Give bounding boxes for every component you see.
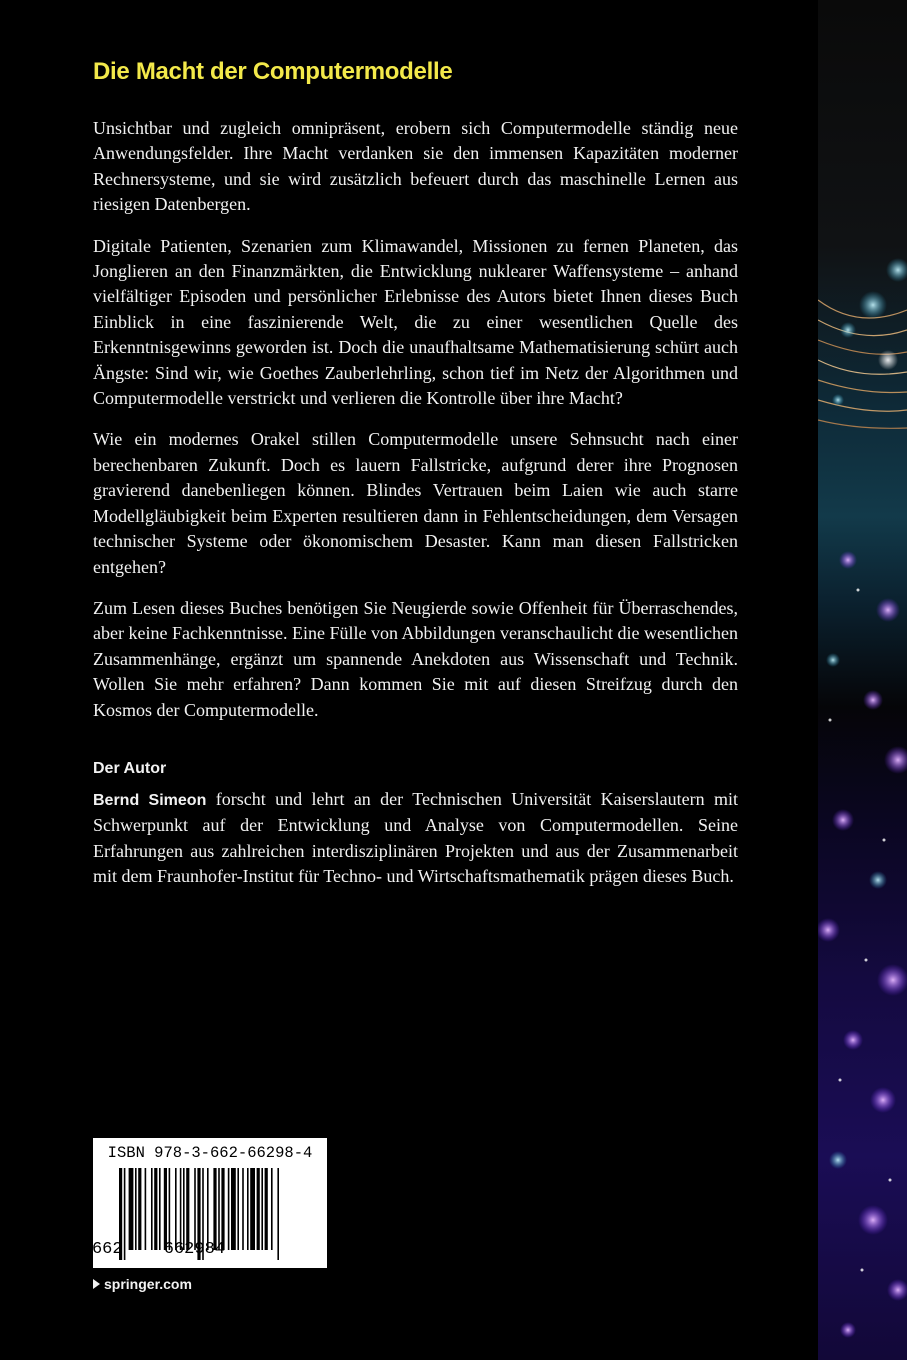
barcode-bar [271, 1168, 273, 1250]
barcode-digit-group: 662984 [163, 1240, 225, 1259]
barcode-bar [169, 1168, 171, 1250]
barcode-bar [145, 1168, 147, 1250]
barcode-bar [129, 1168, 134, 1250]
barcode-bar [261, 1168, 263, 1250]
publisher-url: springer.com [104, 1276, 192, 1292]
barcode-digit-group: 783662 [61, 1240, 123, 1259]
author-bio-text: forscht und lehrt an der Technischen Universität Kaiserslautern mit Schwerpunkt auf der Entwicklung und Analyse von Computermodellen. Seine Erfahrungen aus zahlreichen interdisziplinären Projekten und aus der Zusammenarbeit mit dem Fraunhofer-Institut für Techno- und Wirtschaftsmathematik prägen dieses Buch. [93, 789, 738, 887]
barcode-bar [265, 1168, 268, 1250]
barcode-bar [242, 1168, 244, 1250]
barcode-bar [180, 1168, 182, 1250]
barcode-bar [231, 1168, 236, 1250]
barcode-bar [257, 1168, 260, 1250]
barcode-bar [164, 1168, 167, 1250]
book-title: Die Macht der Computermodelle [93, 58, 453, 85]
barcode-bar [135, 1168, 137, 1250]
barcode-bar [247, 1168, 249, 1250]
barcode-bar [213, 1168, 216, 1250]
blurb-paragraph: Unsichtbar und zugleich omnipräsent, erobern sich Computermodelle ständig neue Anwendungsfelder. Ihre Macht verdanken sie den immensen Kapazitäten moderner Rechnersysteme, und sie wird zusätzlich befeuert durch das maschinelle Lernen aus riesigen Datenbergen. [93, 118, 738, 215]
barcode-bar [228, 1168, 230, 1250]
isbn-label: ISBN 978-3-662-66298-4 [107, 1144, 313, 1162]
barcode-bar [154, 1168, 157, 1250]
barcode-bar [159, 1168, 161, 1250]
fiber-optic-graphic [818, 0, 907, 1360]
barcode-bar [186, 1168, 189, 1250]
barcode-bar [183, 1168, 185, 1250]
barcode-digits [10, 1240, 225, 1259]
barcode-bar [151, 1168, 153, 1250]
barcode-bar [221, 1168, 224, 1250]
barcode-bar [218, 1168, 220, 1250]
barcode-bar [237, 1168, 239, 1250]
author-name: Bernd Simeon [93, 792, 207, 809]
barcode-bar [194, 1168, 196, 1250]
barcode-bar [250, 1168, 255, 1250]
barcode-bar [138, 1168, 141, 1250]
barcode-bar [207, 1168, 209, 1250]
arrow-right-icon [93, 1279, 100, 1289]
blurb-paragraph: Digitale Patienten, Szenarien zum Klimawandel, Missionen zu fernen Planeten, das Jonglieren an den Finanzmärkten, die Entwicklung nuklearer Waffensysteme – anhand vielfältiger Episoden und persönlicher Erlebnisse des Autors bietet Ihnen dieses Buch Einblick in eine faszinierende Welt, die zu einer wesentlichen Quelle des Erkenntnisgewinns geworden ist. Doch die unaufhaltsame Mathematisierung schürt auch Ängste: Sind wir, wie Goethes Zauberlehrling, schon tief im Netz der Algorithmen und Computermodelle verstrickt und verlieren die Kontrolle über ihre Macht? [93, 235, 738, 409]
fiber-optic-image-strip [818, 0, 907, 1360]
blurb-paragraph: Zum Lesen dieses Buches benötigen Sie Neugierde sowie Offenheit für Überraschendes, aber keine Fachkenntnisse. Eine Fülle von Abbildungen veranschaulicht die wesentlichen Zusammenhänge, ergänzt um spannende Anekdoten aus Wissenschaft und Technik. Wollen Sie mehr erfahren? Dann kommen Sie mit auf diesen Streifzug durch den Kosmos der Computermodelle. [93, 597, 738, 720]
barcode-bar [277, 1168, 279, 1260]
barcode-digit-group: 9 [10, 1240, 21, 1259]
author-bio [93, 787, 738, 890]
author-heading: Der Autor [93, 760, 167, 777]
publisher-link[interactable] [93, 1276, 192, 1292]
blurb [93, 116, 738, 739]
blurb-paragraph: Wie ein modernes Orakel stillen Computermodelle unsere Sehnsucht nach einer berechenbaren Zukunft. Doch es lauern Fallstricke, aufgrund derer ihre Prognosen gravierend danebenliegen können. Blindes Vertrauen beim Laien wie auch starre Modellgläubigkeit beim Experten resultieren dann in Fehlentscheidungen, dem Versagen technischer Systeme oder ökonomischem Desaster. Kann man diesen Fallstricken entgehen? [93, 429, 738, 577]
barcode-bar [175, 1168, 177, 1250]
